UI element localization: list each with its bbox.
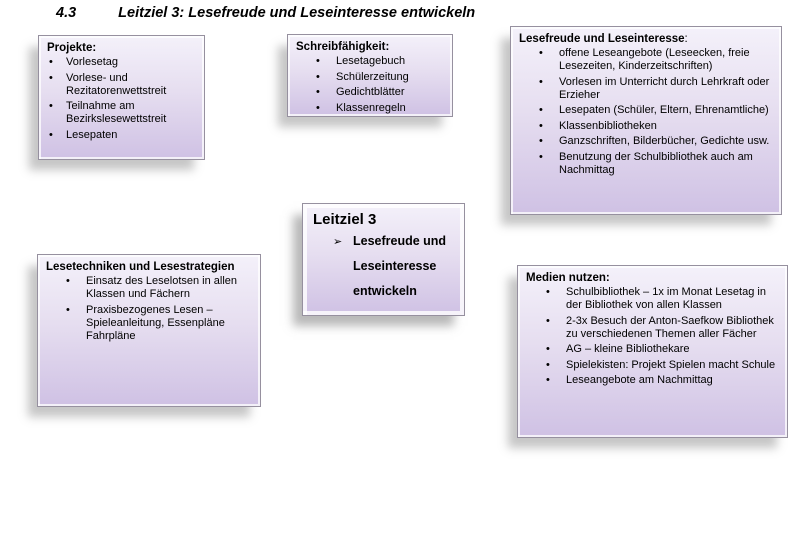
- list-item: • Vorlesetag: [47, 56, 196, 69]
- list-item: • Klassenbibliotheken: [519, 120, 773, 133]
- lesetechniken-header: Lesetechniken und Lesestrategien: [46, 261, 235, 273]
- lesetechniken-box: [37, 254, 261, 407]
- list-item: • Vorlesen im Unterricht durch Lehrkraft oder Erzieher: [519, 76, 773, 102]
- list-item: • offene Leseangebote (Leseecken, freie Lesezeiten, Kinderzeitschriften): [519, 47, 773, 73]
- list-item: • Benutzung der Schulbibliothek auch am Nachmittag: [519, 151, 773, 177]
- list-item: • Ganzschriften, Bilderbücher, Gedichte usw.: [519, 135, 773, 148]
- list-item: • Lesetagebuch: [296, 55, 444, 68]
- medien-list: [526, 286, 779, 387]
- section-number: 4.3: [56, 5, 77, 21]
- list-item: • Lesepaten (Schüler, Eltern, Ehrenamtliche): [519, 104, 773, 117]
- schreibfaehigkeit-header: Schreibfähigkeit:: [296, 41, 390, 53]
- list-item: • Spielekisten: Projekt Spielen macht Schule: [526, 359, 779, 372]
- leitziel-box: [302, 203, 465, 316]
- schreibfaehigkeit-box: [287, 34, 453, 117]
- list-item: • Klassenregeln: [296, 102, 444, 115]
- lesefreude-box: [510, 26, 782, 215]
- projekte-header: Projekte:: [47, 42, 97, 54]
- list-item: • Schülerzeitung: [296, 71, 444, 84]
- arrow-bullet-icon: ➢: [333, 236, 343, 248]
- lesefreude-list: [519, 47, 773, 176]
- lesetechniken-list: [46, 275, 252, 342]
- list-item: • Schulbibliothek – 1x im Monat Lesetag in der Bibliothek von allen Klassen: [526, 286, 779, 312]
- leitziel-bullet: [311, 229, 456, 304]
- list-item: • Vorlese- und Rezitatorenwettstreit: [47, 72, 196, 98]
- projekte-box: [38, 35, 205, 160]
- lesefreude-header: [519, 32, 773, 46]
- leitziel-header: Leitziel 3: [313, 211, 377, 228]
- list-item: • Leseangebote am Nachmittag: [526, 374, 779, 387]
- list-item: • Teilnahme am Bezirkslesewettstreit: [47, 100, 196, 126]
- list-item: • Gedichtblätter: [296, 86, 444, 99]
- list-item: • AG – kleine Bibliothekare: [526, 343, 779, 356]
- projekte-list: [47, 56, 196, 141]
- lesefreude-header-colon: :: [684, 33, 688, 45]
- section-title: [56, 5, 475, 21]
- lesefreude-header-text: Lesefreude und Leseinteresse: [519, 33, 685, 45]
- list-item: • Einsatz des Leselotsen in allen Klassen und Fächern: [46, 275, 252, 301]
- leitziel-bullet-text: Lesefreude und Leseinteresse entwickeln: [353, 234, 447, 298]
- medien-box: [517, 265, 788, 438]
- list-item: • 2-3x Besuch der Anton-Saefkow Bibliothek zu verschiedenen Themen aller Fächer: [526, 315, 779, 341]
- list-item: • Praxisbezogenes Lesen – Spieleanleitung, Essenpläne Fahrpläne: [46, 304, 252, 343]
- list-item: • Lesepaten: [47, 129, 196, 142]
- medien-header: Medien nutzen:: [526, 272, 610, 284]
- schreibfaehigkeit-list: [296, 55, 444, 114]
- section-heading: Leitziel 3: Lesefreude und Leseinteresse entwickeln: [118, 5, 476, 21]
